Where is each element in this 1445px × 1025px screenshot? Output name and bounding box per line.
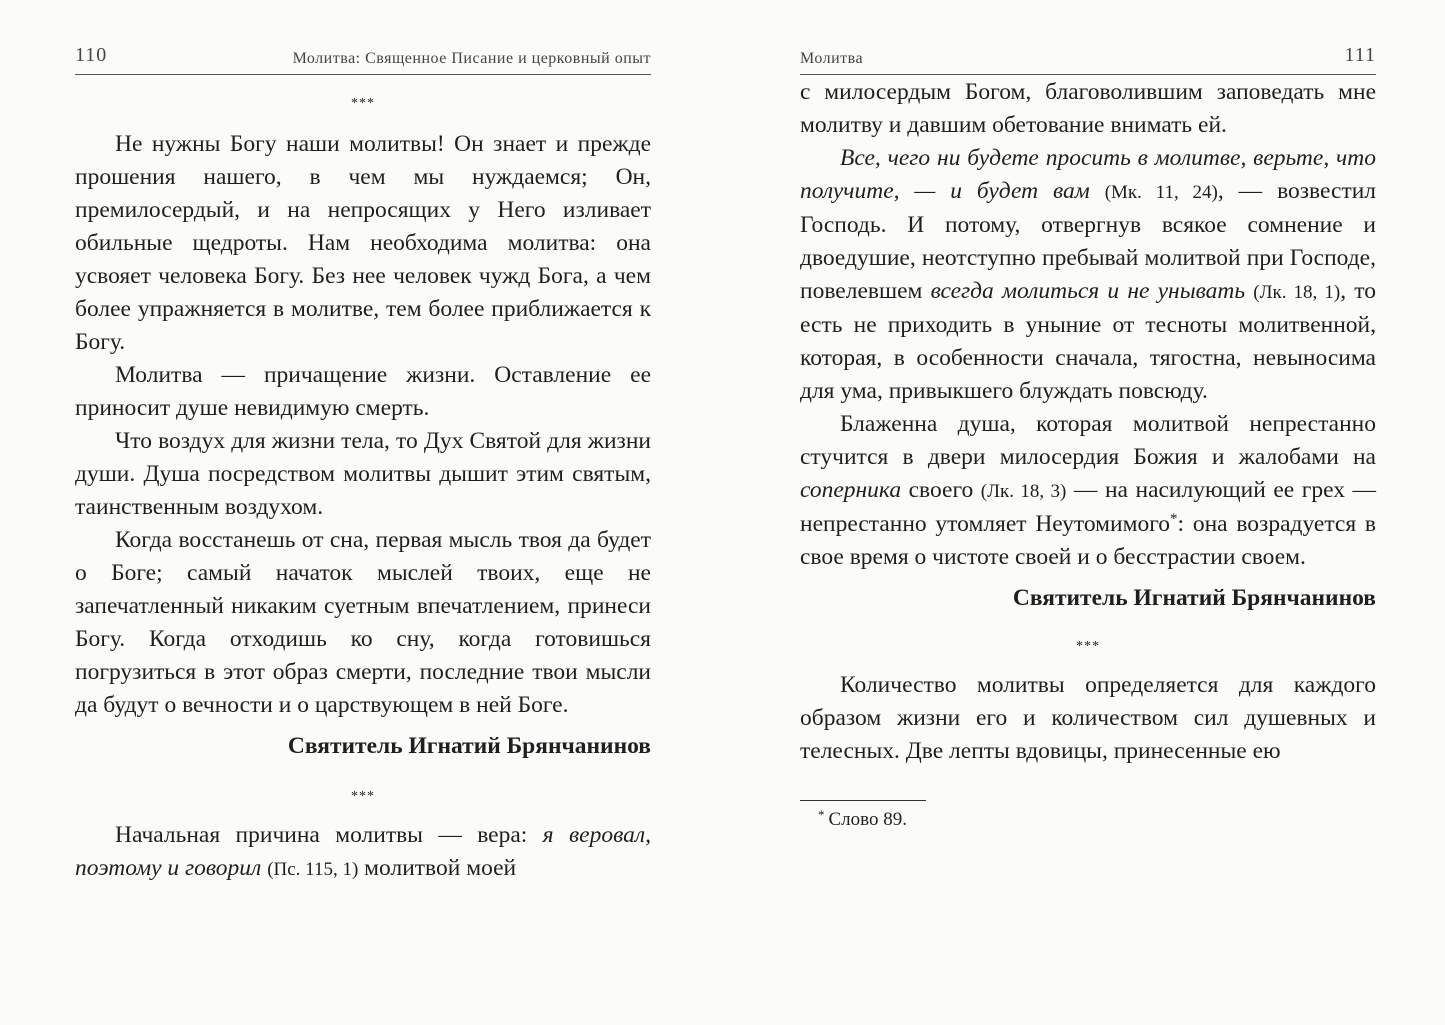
scripture-quote: я веровал, поэтому и говорил [75, 822, 652, 881]
paragraph: Количество молитвы определяется для каждого образом жизни его и количеством сил душевных и телесных. Две лепты вдовицы, принесенные ею [800, 672, 1376, 764]
page-number: 110 [75, 44, 108, 66]
text-run: Блаженна душа, которая молитвой непрестанно стучится в двери милосердия Божия и жалобами на [800, 411, 1376, 470]
scripture-reference: (Пс. 115, 1) [267, 859, 359, 880]
paragraph: Не нужны Богу наши молитвы! Он знает и прежде прошения нашего, в чем мы нуждаемся; Он, премилосердый, и на непросящих у Него изливает обильные щедроты. Нам необходима молитва: она усвояет человека Богу. Без нее человек чужд Бога, а чем более упражняется в молитве, тем более приближается к Богу. [75, 131, 651, 355]
author-attribution: Святитель Игнатий Брянчанинов [1012, 585, 1376, 611]
paragraph [800, 408, 1376, 574]
footnote [800, 807, 1376, 833]
right-page [800, 0, 1376, 833]
footnote-marker: * [1170, 511, 1178, 527]
text-run: : она возрадуется в свое время о чистоте своей и о бесстрастии своем. [800, 511, 1376, 570]
header-rule [800, 74, 1376, 75]
scripture-quote: соперника [800, 477, 902, 503]
scripture-quote: Все, чего ни будете просить в молитве, верьте, что получите, — и будет вам [800, 145, 1376, 204]
paragraph: Молитва — причащение жизни. Оставление ее приносит душе невидимую смерть. [75, 362, 651, 421]
paragraph [800, 142, 1376, 408]
left-page [75, 0, 651, 886]
footnote-text: Слово 89. [828, 809, 907, 830]
text-run: , то есть не приходить в уныние от тесноты молитвенной, которая, в особенности сначала, тягостна, невыносима для ума, привыкшего блуждать повсюду. [800, 278, 1376, 404]
text-run: Начальная причина молитвы — вера: [115, 822, 543, 848]
paragraph-continuation: с милосердым Богом, благоволившим заповедать мне молитву и давшим обетование внимать ей. [800, 79, 1376, 138]
paragraph: Когда восстанешь от сна, первая мысль твоя да будет о Боге; самый начаток мыслей твоих, еще не запечатленный никаким суетным впечатлением, принеси Богу. Когда отходишь ко сну, когда готовишься погрузиться в этот образ смерти, последние твои мысли да будут о вечности и о царствующем в ней Боге. [75, 527, 651, 718]
right-content [800, 76, 1376, 833]
left-running-head [75, 0, 651, 76]
section-separator: *** [351, 96, 375, 111]
scripture-quote: всегда молиться и не унывать [930, 278, 1246, 304]
author-attribution: Святитель Игнатий Брянчанинов [287, 733, 651, 759]
section-separator: *** [351, 789, 375, 804]
footnote-rule [800, 800, 926, 801]
footnote-marker: * [818, 807, 825, 822]
running-title: Молитва [800, 50, 864, 67]
scripture-reference: (Лк. 18, 3) [980, 481, 1067, 502]
running-title: Молитва: Священное Писание и церковный опыт [292, 50, 651, 67]
text-run: — на насилующий ее грех — непрестанно утомляет Неутомимого [800, 477, 1376, 537]
text-run: , — возвестил Господь. И потому, отвергнув всякое сомнение и двоедушие, неотступно пребывай молитвой при Господе, повелевшем [800, 178, 1377, 304]
text-run: своего [901, 477, 981, 503]
page-number: 111 [1344, 44, 1376, 66]
scripture-reference: (Лк. 18, 1) [1253, 282, 1341, 303]
paragraph: Что воздух для жизни тела, то Дух Святой для жизни души. Душа посредством молитвы дышит этим святым, таинственным воздухом. [75, 428, 651, 520]
scripture-reference: (Мк. 11, 24) [1104, 182, 1218, 203]
text-run: молитвой моей [358, 855, 517, 881]
paragraph [75, 819, 651, 886]
left-content [75, 94, 651, 886]
right-running-head [800, 0, 1376, 76]
section-separator: *** [1076, 639, 1100, 654]
header-rule [75, 74, 651, 75]
